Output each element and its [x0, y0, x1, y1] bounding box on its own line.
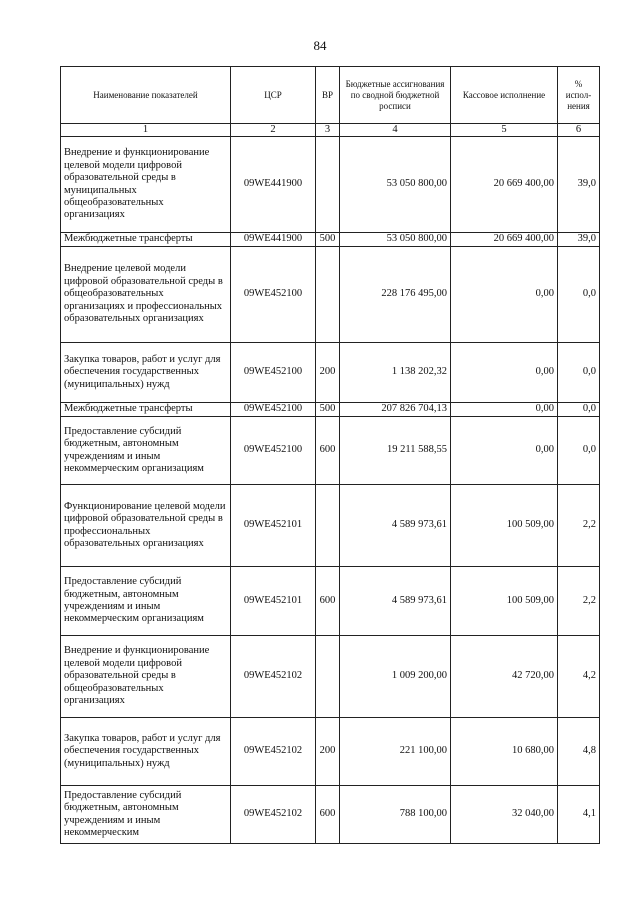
row-name: Межбюджетные трансферты — [61, 233, 231, 247]
row-pct: 4,2 — [558, 636, 600, 718]
row-csr: 09WE452102 — [231, 718, 316, 786]
row-budget: 207 826 704,13 — [340, 403, 451, 417]
table-row — [61, 403, 600, 417]
header-pct: % испол-нения — [558, 67, 600, 124]
table-row — [61, 417, 600, 485]
row-budget: 4 589 973,61 — [340, 485, 451, 567]
row-vr — [316, 485, 340, 567]
header-vr: ВР — [316, 67, 340, 124]
table-row — [61, 247, 600, 343]
row-csr: 09WE452100 — [231, 247, 316, 343]
row-vr: 600 — [316, 417, 340, 485]
table-row — [61, 233, 600, 247]
column-number: 4 — [340, 124, 451, 137]
table-row — [61, 485, 600, 567]
row-pct: 0,0 — [558, 417, 600, 485]
table-row — [61, 343, 600, 403]
row-vr — [316, 247, 340, 343]
row-cash: 100 509,00 — [451, 485, 558, 567]
row-cash: 20 669 400,00 — [451, 137, 558, 233]
row-name: Внедрение и функционирование целевой модели цифровой образовательной среды в муниципальных общеобразовательных организациях — [61, 137, 231, 233]
row-csr: 09WE441900 — [231, 233, 316, 247]
row-csr: 09WE441900 — [231, 137, 316, 233]
row-pct: 0,0 — [558, 343, 600, 403]
row-cash: 0,00 — [451, 343, 558, 403]
row-vr: 600 — [316, 567, 340, 636]
row-pct: 0,0 — [558, 403, 600, 417]
row-cash: 20 669 400,00 — [451, 233, 558, 247]
row-name: Предоставление субсидий бюджетным, автономным учреждениям и иным некоммерческим организациям — [61, 567, 231, 636]
row-budget: 1 138 202,32 — [340, 343, 451, 403]
row-csr: 09WE452100 — [231, 343, 316, 403]
row-cash: 42 720,00 — [451, 636, 558, 718]
row-budget: 1 009 200,00 — [340, 636, 451, 718]
row-cash: 0,00 — [451, 403, 558, 417]
row-budget: 53 050 800,00 — [340, 137, 451, 233]
column-number: 5 — [451, 124, 558, 137]
header-row — [61, 67, 600, 124]
page-number: 84 — [313, 38, 327, 53]
row-pct: 0,0 — [558, 247, 600, 343]
row-vr: 200 — [316, 343, 340, 403]
column-number: 3 — [316, 124, 340, 137]
row-name: Межбюджетные трансферты — [61, 403, 231, 417]
budget-execution-table — [60, 66, 600, 844]
table-row — [61, 636, 600, 718]
column-number: 6 — [558, 124, 600, 137]
row-pct: 2,2 — [558, 485, 600, 567]
row-name: Предоставление субсидий бюджетным, автономным учреждениям и иным некоммерческим организациям — [61, 417, 231, 485]
row-budget: 19 211 588,55 — [340, 417, 451, 485]
header-name: Наименование показателей — [61, 67, 231, 124]
row-vr: 200 — [316, 718, 340, 786]
row-vr: 600 — [316, 786, 340, 844]
row-budget: 788 100,00 — [340, 786, 451, 844]
row-name: Закупка товаров, работ и услуг для обеспечения государственных (муниципальных) нужд — [61, 343, 231, 403]
column-number-row — [61, 124, 600, 137]
column-number: 1 — [61, 124, 231, 137]
row-name: Внедрение целевой модели цифровой образовательной среды в общеобразовательных организациях и профессиональных образовательных организациях — [61, 247, 231, 343]
row-name: Предоставление субсидий бюджетным, автономным учреждениям и иным некоммерческим — [61, 786, 231, 844]
row-vr: 500 — [316, 403, 340, 417]
header-cash: Кассовое исполнение — [451, 67, 558, 124]
row-budget: 4 589 973,61 — [340, 567, 451, 636]
row-pct: 39,0 — [558, 233, 600, 247]
row-pct: 4,8 — [558, 718, 600, 786]
table-row — [61, 137, 600, 233]
row-pct: 4,1 — [558, 786, 600, 844]
row-vr — [316, 137, 340, 233]
row-vr: 500 — [316, 233, 340, 247]
row-pct: 2,2 — [558, 567, 600, 636]
row-csr: 09WE452101 — [231, 485, 316, 567]
row-csr: 09WE452102 — [231, 786, 316, 844]
row-name: Внедрение и функционирование целевой модели цифровой образовательной среды в общеобразовательных организациях — [61, 636, 231, 718]
row-cash: 32 040,00 — [451, 786, 558, 844]
table-row — [61, 567, 600, 636]
row-csr: 09WE452100 — [231, 417, 316, 485]
row-cash: 0,00 — [451, 247, 558, 343]
row-budget: 53 050 800,00 — [340, 233, 451, 247]
row-csr: 09WE452102 — [231, 636, 316, 718]
column-number: 2 — [231, 124, 316, 137]
row-budget: 221 100,00 — [340, 718, 451, 786]
row-csr: 09WE452101 — [231, 567, 316, 636]
row-cash: 100 509,00 — [451, 567, 558, 636]
row-cash: 10 680,00 — [451, 718, 558, 786]
row-pct: 39,0 — [558, 137, 600, 233]
table-row — [61, 718, 600, 786]
row-budget: 228 176 495,00 — [340, 247, 451, 343]
row-csr: 09WE452100 — [231, 403, 316, 417]
table-row — [61, 786, 600, 844]
row-vr — [316, 636, 340, 718]
header-budget: Бюджетные ассигнования по сводной бюджетной росписи — [340, 67, 451, 124]
row-cash: 0,00 — [451, 417, 558, 485]
row-name: Функционирование целевой модели цифровой образовательной среды в профессиональных образовательных организациях — [61, 485, 231, 567]
header-csr: ЦСР — [231, 67, 316, 124]
row-name: Закупка товаров, работ и услуг для обеспечения государственных (муниципальных) нужд — [61, 718, 231, 786]
